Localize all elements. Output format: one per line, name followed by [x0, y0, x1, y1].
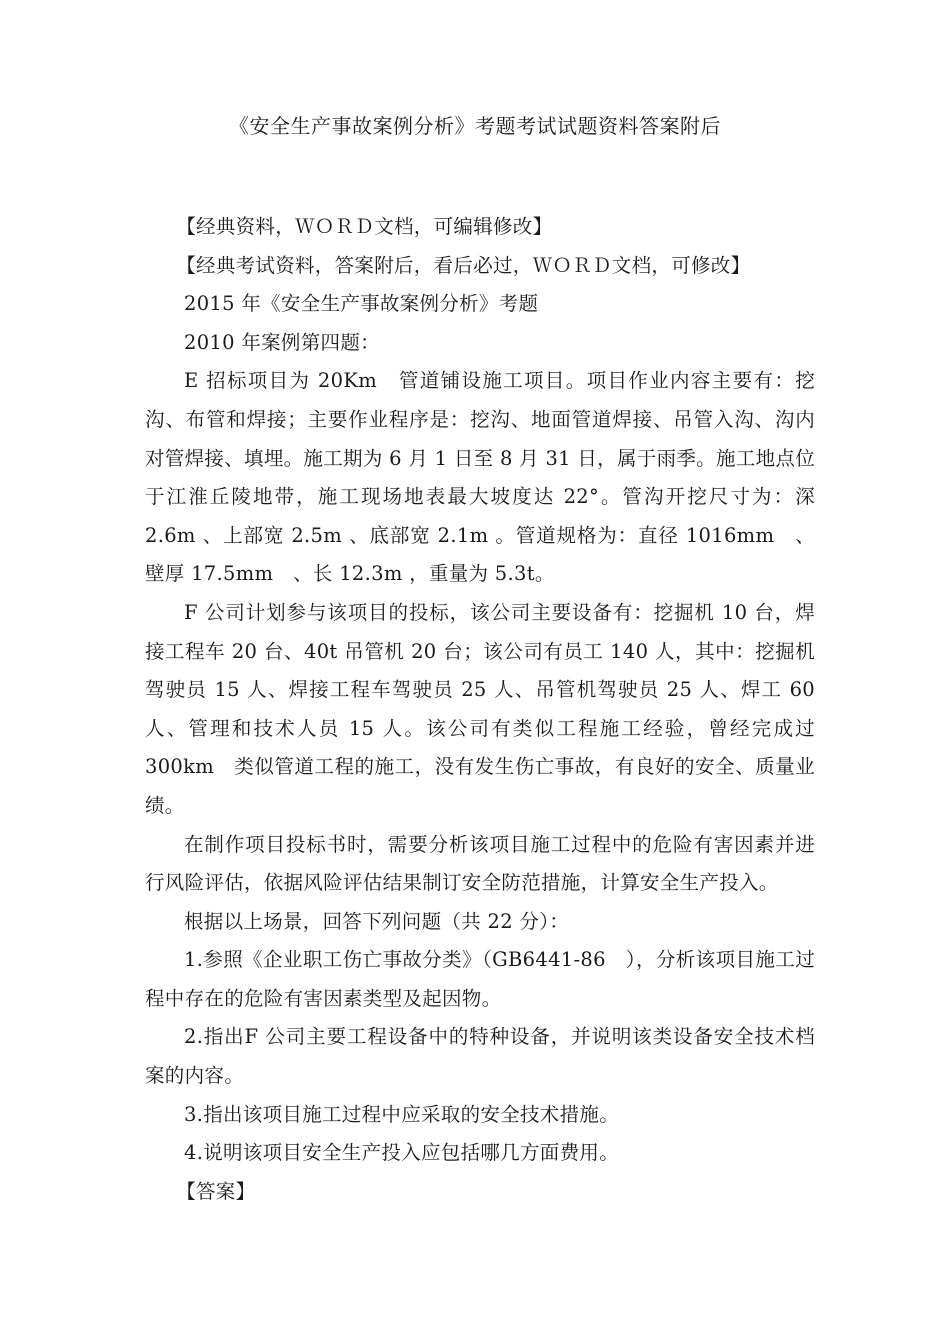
paragraph-question-1: 1.参照《企业职工伤亡事故分类》（GB6441-86 ），分析该项目施工过程中存在的危险有害因素类型及起因物。 [145, 948, 815, 1010]
paragraph-exam-note: 【经典考试资料，答案附后，看后必过，ＷＯＲＤ文档，可修改】 [176, 253, 751, 277]
paragraph-question-2: 2.指出F 公司主要工程设备中的特种设备，并说明该类设备安全技术档案的内容。 [145, 1025, 815, 1088]
document-body [145, 208, 815, 1211]
paragraph-case-heading: 2010 年案例第四题： [184, 330, 380, 354]
paragraph-bid-preparation: 在制作项目投标书时，需要分析该项目施工过程中的危险有害因素并进行风险评估，依据风险评估结果制订安全防范措施，计算安全生产投入。 [145, 832, 815, 895]
paragraph-question-intro: 根据以上场景，回答下列问题（共 22 分）： [184, 909, 570, 933]
paragraph-exam-year: 2015 年《安全生产事故案例分析》考题 [184, 292, 539, 316]
paragraph-project-e: E 招标项目为 20Km 管道铺设施工项目。项目作业内容主要有：挖沟、布管和焊接；主要作业程序是：挖沟、地面管道焊接、吊管入沟、沟内对管焊接、填埋。施工期为 6 月 1 日至 8 月 31 日，属于雨季。施工地点位于江淮丘陵地带，施工现场地表最大坡度达 22°。管沟开挖尺寸为：深 2.6m 、上部宽 2.5m 、底部宽 2.1m 。管道规格为：直径 1016mm 、壁厚 17.5mm 、长 12.3m ，重量为 5.3t。 [145, 369, 815, 586]
paragraph-resource-note: 【经典资料，ＷＯＲＤ文档，可编辑修改】 [176, 215, 553, 238]
paragraph-company-f: F 公司计划参与该项目的投标，该公司主要设备有：挖掘机 10 台，焊接工程车 20 台、40t 吊管机 20 台；该公司有员工 140 人，其中：挖掘机驾驶员 15 人、焊接工程车驾驶员 25 人、吊管机驾驶员 25 人、焊工 60 人、管理和技术人员 15 人。该公司有类似工程施工经验，曾经完成过 300km 类似管道工程的施工，没有发生伤亡事故，有良好的安全、质量业绩。 [145, 600, 815, 817]
paragraph-question-4: 4.说明该项目安全生产投入应包括哪几方面费用。 [184, 1141, 620, 1165]
paragraph-answer-heading: 【答案】 [176, 1179, 256, 1203]
document-title: 《安全生产事故案例分析》考题考试试题资料答案附后 [229, 114, 721, 138]
paragraph-question-3: 3.指出该项目施工过程中应采取的安全技术措施。 [184, 1102, 620, 1126]
